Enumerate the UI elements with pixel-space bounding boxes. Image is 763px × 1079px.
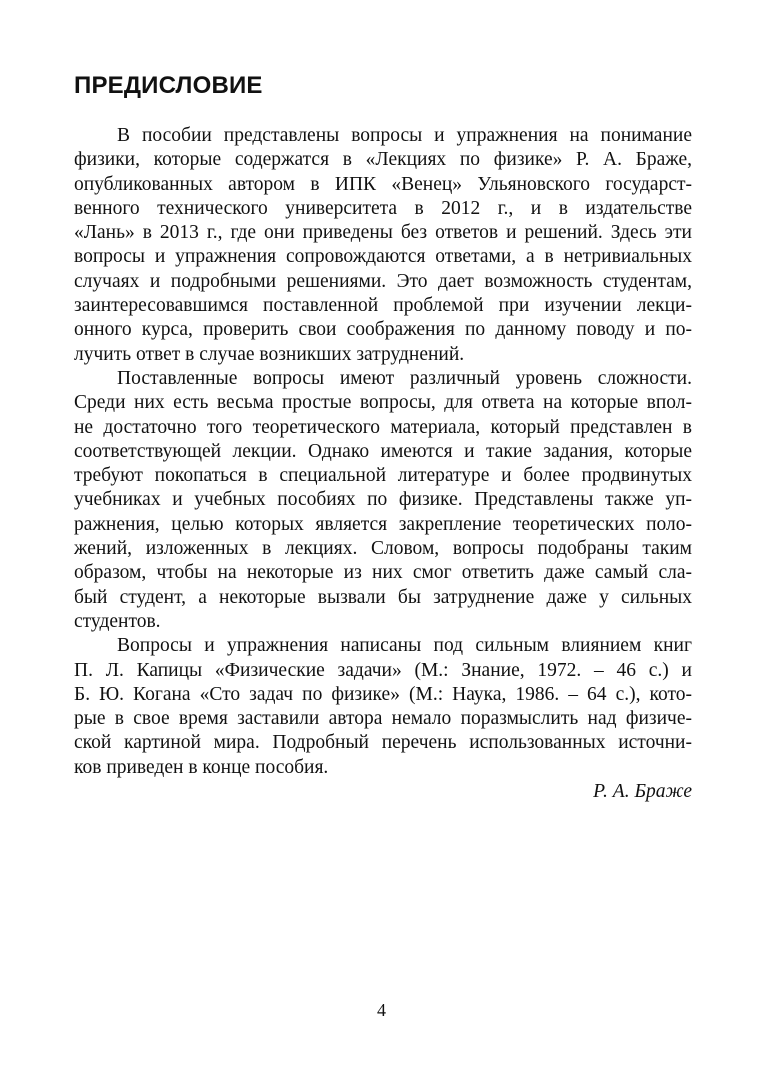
text-line: Вопросы и упражнения написаны под сильным влиянием книг [117,635,692,657]
text-line: Б. Ю. Когана «Сто задач по физике» (М.: Наука, 1986. – 64 с.), кото- [74,683,692,705]
text-line: случаях и подробными решениями. Это дает возможность студентам, [74,270,692,292]
text-line: венного технического университета в 2012 г., и в издательстве [74,197,692,219]
page-number: 4 [377,1000,386,1020]
text-line: бый студент, а некоторые вызвали бы затруднение даже у сильных [74,586,692,608]
text-line: заинтересовавшимся поставленной проблемой при изучении лекци- [74,295,692,317]
text-line: жений, изложенных в лекциях. Словом, вопросы подобраны таким [74,538,692,560]
text-line: П. Л. Капицы «Физические задачи» (М.: Знание, 1972. – 46 с.) и [74,659,692,681]
preface-body [74,124,692,804]
page-title: ПРЕДИСЛОВИЕ [74,72,263,99]
text-line: образом, чтобы на некоторые из них смог ответить даже самый сла- [74,562,692,584]
text-line: требуют покопаться в специальной литературе и более продвинутых [74,465,692,487]
text-line: Среди них есть весьма простые вопросы, для ответа на которые впол- [74,392,692,414]
text-line: рые в свое время заставили автора немало поразмыслить над физиче- [74,708,692,730]
text-line: онного курса, проверить свои соображения по данному поводу и по- [74,319,692,341]
author-signature: Р. А. Браже [593,781,692,803]
text-line: соответствующей лекции. Однако имеются и такие задания, которые [74,440,692,462]
text-line: учебниках и учебных пособиях по физике. Представлены также уп- [74,489,692,511]
text-line: В пособии представлены вопросы и упражнения на понимание [117,125,692,146]
text-line: «Лань» в 2013 г., где они приведены без ответов и решений. Здесь эти [74,222,692,244]
text-line: опубликованных автором в ИПК «Венец» Ульяновского государст- [74,173,692,195]
paragraph-2 [74,367,692,634]
text-line: ской картиной мира. Подробный перечень использованных источни- [74,732,692,754]
paragraph-3 [74,634,692,780]
text-line: студентов. [74,610,161,632]
text-line: не достаточно того теоретического материала, который представлен в [74,416,692,438]
text-line: физики, которые содержатся в «Лекциях по физике» Р. А. Браже, [74,149,692,171]
paragraph-1 [74,124,692,367]
text-line: лучить ответ в случае возникших затруднений. [74,343,465,365]
text-line: ражнения, целью которых является закрепление теоретических поло- [74,513,692,535]
text-line: вопросы и упражнения сопровождаются ответами, а в нетривиальных [74,246,692,268]
text-line: Поставленные вопросы имеют различный уровень сложности. [117,367,692,389]
text-line: ков приведен в конце пособия. [74,756,329,778]
